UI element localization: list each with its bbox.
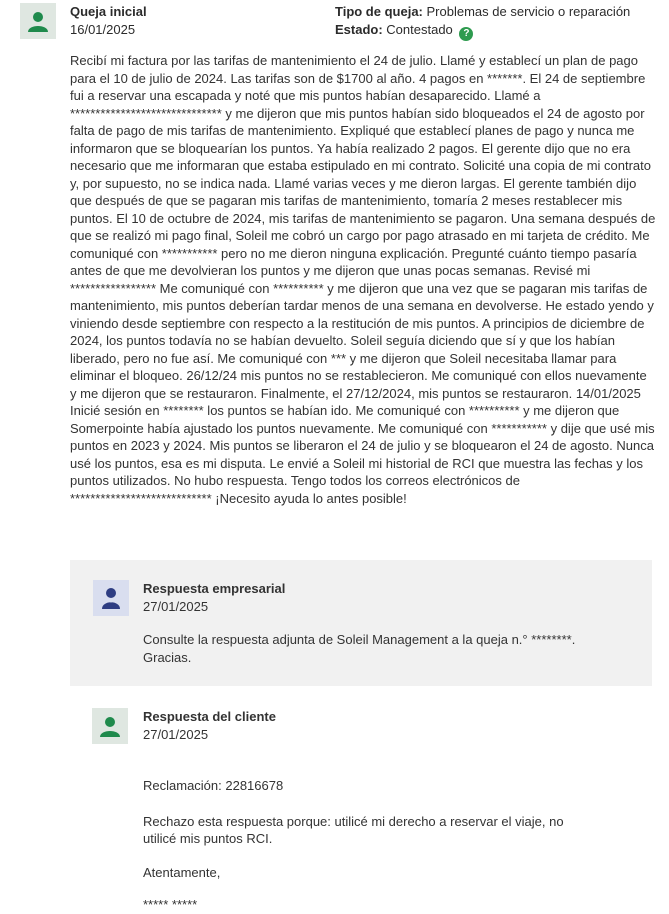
business-avatar (93, 580, 129, 616)
customer-response-reject-line1: Rechazo esta respuesta porque: utilicé mi derecho a reservar el viaje, no (143, 814, 564, 829)
question-icon[interactable]: ? (459, 27, 473, 41)
business-response-panel (70, 560, 652, 686)
customer-response-claim: Reclamación: 22816678 (143, 778, 284, 793)
customer-response-reject-line2: utilicé mis puntos RCI. (143, 831, 273, 846)
customer-response-closing: Atentamente, (143, 865, 221, 880)
complaint-date: 16/01/2025 (70, 22, 136, 37)
complaint-status-label: Estado: (335, 22, 383, 37)
complaint-type-label: Tipo de queja: (335, 4, 423, 19)
customer-response-date: 27/01/2025 (143, 727, 209, 742)
customer-response-title: Respuesta del cliente (143, 709, 276, 724)
business-response-text: Consulte la respuesta adjunta de Soleil Management a la queja n.° ********. (143, 632, 576, 647)
user-icon (99, 715, 121, 737)
consumer-avatar (20, 3, 56, 39)
complaint-meta (335, 3, 630, 41)
business-person-icon (100, 586, 122, 610)
business-response-thanks: Gracias. (143, 650, 192, 665)
complaint-title: Queja inicial (70, 4, 147, 19)
user-icon (27, 10, 49, 32)
complaint-type-value: Problemas de servicio o reparación (426, 4, 631, 19)
business-response-date: 27/01/2025 (143, 599, 209, 614)
customer-avatar (92, 708, 128, 744)
complaint-body: Recibí mi factura por las tarifas de mantenimiento el 24 de julio. Llamé y establecí un plan de pago para el 10 de julio de 2024. Las tarifas son de $1700 al año. 4 pagos en *******. El 24 de septiembre fui a reservar una escapada y noté que mis puntos habían desaparecido. Llamé a ****************************** y me dijeron que mis puntos habían sido bloqueados el 24 de agosto por falta de pago de mis tarifas de mantenimiento. Expliqué que establecí planes de pago y nunca me informaron que se bloquearían los puntos. Ya había realizado 2 pagos. El gerente dijo que no era necesario que me informaran que estaba estipulado en mi contrato. Solicité una copia de mi contrato y, por supuesto, no se indica nada. Llamé varias veces y me dieron largas. El gerente también dijo que después de que se pagaran mis tarifas de mantenimiento, tomaría 2 meses restablecer mis puntos. El 10 de octubre de 2024, mis tarifas de mantenimiento se pagaron. Una semana después de que se realizó mi pago final, Soleil me cobró un cargo por pago atrasado en mi tarjeta de crédito. Me comuniqué con *********** pero no me dieron ninguna explicación. Pregunté cuánto tiempo pasaría antes de que me devolvieran los puntos y me dijeron que unas pocas semanas. Revisé mi ***************** Me comuniqué con ********** y me dijeron que una vez que se pagaran mis tarifas de mantenimiento, mis puntos deberían tardar menos de una semana en devolverse. He estado yendo y viniendo desde septiembre con respecto a la restitución de mis puntos. A principios de diciembre de 2024, los puntos todavía no se habían devuelto. Soleil seguía diciendo que sí y que los habían liberado, pero no fue así. Me comuniqué con *** y me dijeron que Soleil necesitaba llamar para eliminar el bloqueo. 26/12/24 mis puntos no se restablecieron. Me comuniqué con ellos nuevamente y me dijeron que se restauraron. Finalmente, el 27/12/2024, mis puntos se restauraron. 14/01/2025 Inicié sesión en ******** los puntos se habían ido. Me comuniqué con ********** y me dijeron que Somerpointe había ajustado los puntos nuevamente. Me comuniqué con *********** y dije que usé mis puntos en 2023 y 2024. Mis puntos se liberaron el 24 de julio y se bloquearon el 24 de agosto. Nunca usé los puntos, esa es mi disputa. Le envié a Soleil mi historial de RCI que muestra las fechas y los puntos utilizados. No hubo respuesta. Tengo todos los correos electrónicos de **************************** ¡Necesito ayuda lo antes posible! (70, 53, 656, 506)
business-response-title: Respuesta empresarial (143, 581, 286, 596)
complaint-status-value: Contestado (386, 22, 453, 37)
customer-response-signature: ***** ***** (143, 897, 198, 912)
